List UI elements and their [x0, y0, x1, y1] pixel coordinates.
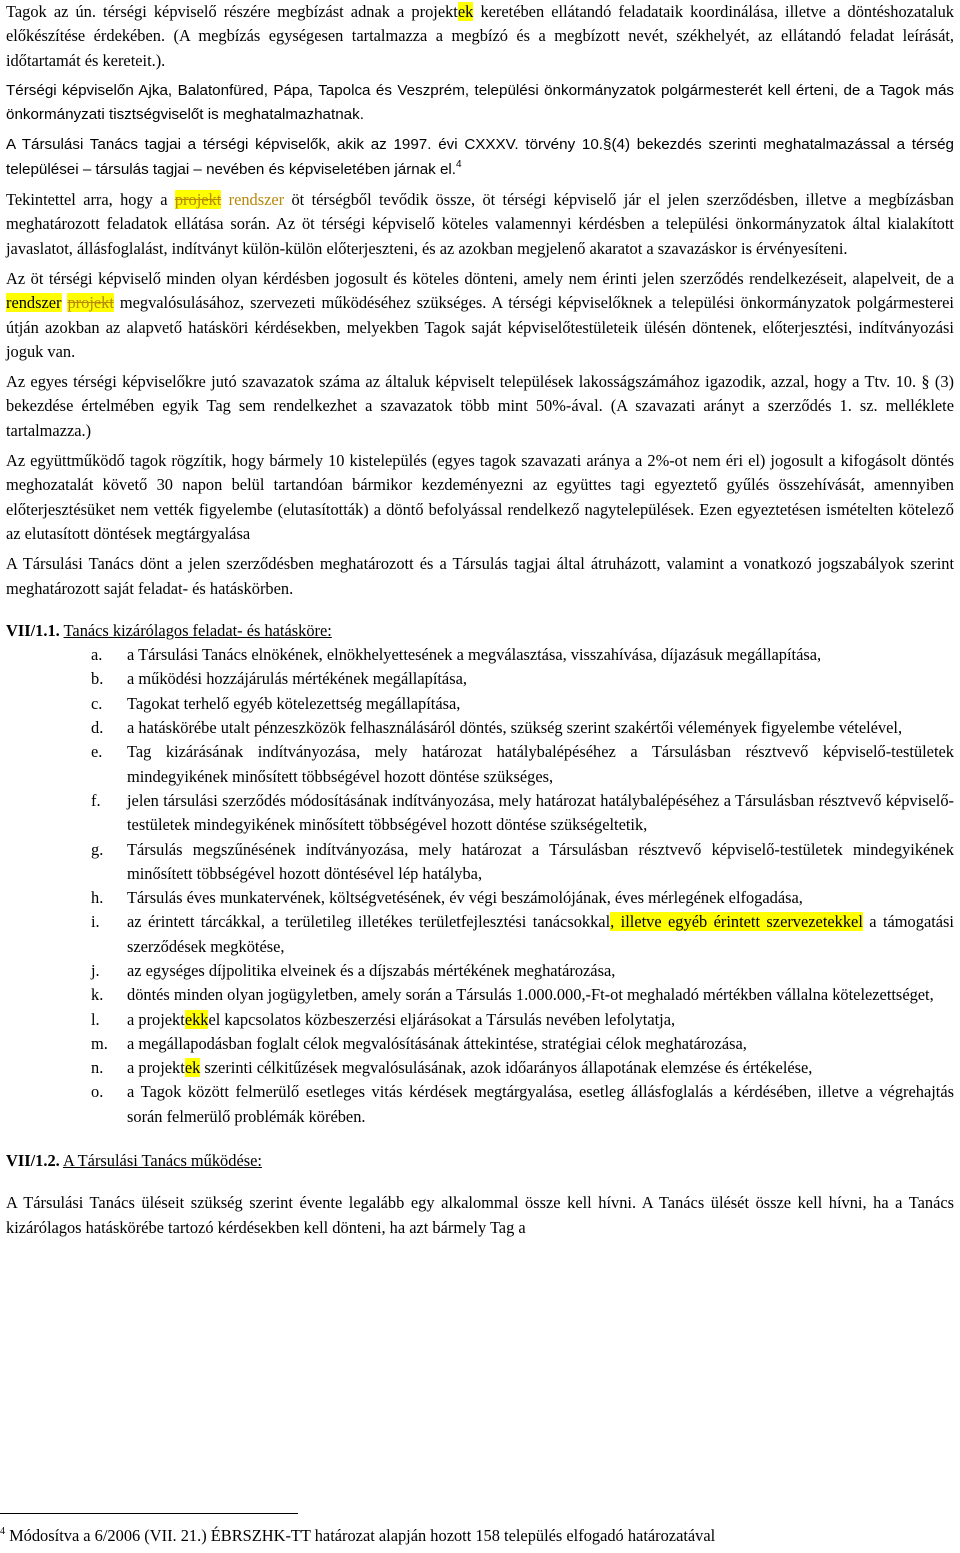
- list-text: a Tagok között felmerülő esetleges vitás kérdések megtárgyalása, esetleg állásfoglalás a kérdésében, illetve a végrehajtás során felmerülő problémák körében.: [127, 1082, 954, 1126]
- paragraph-tersegi-kepviselo: Térségi képviselőn Ajka, Balatonfüred, Pápa, Tapolca és Veszprém, települési önkormányzatok polgármesterét kell érteni, de a Tagok más önkormányzati tisztségviselőt is meghatalmazhatnak.: [6, 81, 954, 124]
- list-letter: j.: [91, 960, 100, 980]
- list-item: [6, 667, 954, 691]
- list-letter: l.: [91, 1009, 100, 1029]
- list-item: [6, 959, 954, 983]
- list-letter: n.: [91, 1058, 104, 1078]
- list-item: [6, 983, 954, 1007]
- inserted-text: rendszer: [221, 190, 285, 210]
- deleted-text: projekt: [67, 293, 114, 313]
- list-text: Tagokat terhelő egyéb kötelezettség megállapítása,: [127, 693, 461, 713]
- list-item: [6, 1080, 954, 1129]
- list-text: az érintett tárcákkal, a területileg illetékes területfejlesztési tanácsokkal, illetve egyéb érintett szervezetekkel a támogatási szerződések megkötése,: [127, 912, 954, 956]
- paragraph-szavazatok: Az egyes térségi képviselőkre jutó szavazatok száma az általuk képviselt települések lakosságszámához igazodik, azzal, hogy a Ttv. 10. § (3) bekezdése értelmében egyik Tag sem rendelkezhet a szavazatok több mint 50%-ával. (A szavazati arányt a szerződés 1. sz. melléklete tartalmazza.): [6, 372, 954, 440]
- list-item: [6, 1056, 954, 1080]
- list-item: [6, 1008, 954, 1032]
- deleted-text: projekt: [174, 190, 222, 210]
- paragraph-tanacs-dont: A Társulási Tanács dönt a jelen szerződésben meghatározott és a Társulás tagjai által átruházott, valamint a vonatkozó jogszabályok szerint meghatározott saját feladat- és hatáskörben.: [6, 554, 954, 598]
- list-item: [6, 1032, 954, 1056]
- list-letter: b.: [91, 669, 104, 689]
- paragraph-ot-terseg: Tekintettel arra, hogy a projekt rendszer öt térségből tevődik össze, öt térségi képviselő jár el jelen szerződésben, illetve a megbízásban meghatározott feladatok ellátása során. Az öt térségi képviselő köteles valamennyi kérdésben a települési önkormányzatok által kialakított javaslatot, állásfoglalást, indítványt külön-külön előterjeszteni, és az azokban megjelenő akaratot a szavazáskor is érvényesíteni.: [6, 190, 955, 258]
- list-item: [6, 716, 954, 740]
- list-text: a hatáskörébe utalt pénzeszközök felhasználásáról döntés, szükség szerint szakértői vélemények figyelembe vételével,: [127, 718, 903, 738]
- list-letter: a.: [91, 645, 103, 665]
- list-text: Társulás megszűnésének indítványozása, mely határozat a Társulásban résztvevő képviselő-testületek mindegyikének minősített többségével hozott döntésével lép hatályba,: [127, 839, 954, 883]
- highlight-mark: ekk: [184, 1009, 209, 1029]
- list-letter: f.: [91, 790, 101, 810]
- paragraph-tanacs-ulesei: A Társulási Tanács üléseit szükség szerint évente legalább egy alkalommal össze kell hívni. A Tanács ülését össze kell hívni, ha a Tanács kizárólagos hatáskörébe tartozó kérdésekben kell dönteni, ha azt bármely Tag a: [6, 1193, 954, 1237]
- paragraph-egyuttmukodo-tagok: Az együttműködő tagok rögzítik, hogy bármely 10 kistelepülés (egyes tagok szavazati aránya a 2%-ot nem éri el) jogosult a kifogásolt döntés meghozatalát követő 30 napon belül tartandóan bármikor kezdeményezni az együttes tagi egyeztető gyűlés összehívását, amennyiben előterjesztésüket nem vették figyelembe (elutasították) a döntő befolyással rendelkező nagytelepülések. Ezen egyeztetésen ismételten kötelező az elutasított döntések megtárgyalása: [6, 451, 954, 543]
- list-item: [6, 838, 954, 887]
- list-text: Tag kizárásának indítványozása, mely határozat hatálybalépéséhez a Társulásban résztvevő képviselő-testületek mindegyikének minősített többségével hozott döntése szükséges,: [127, 742, 954, 786]
- task-list: [6, 643, 954, 1129]
- paragraph-dontesi-jog: Az öt térségi képviselő minden olyan kérdésben jogosult és köteles dönteni, amely nem érinti jelen szerződés rendelkezéseit, alapelveit, de a rendszer projekt megvalósulásához, szervezeti működéséhez szükséges. A térségi képviselőknek a települési önkormányzatok polgármesterei útján azokban az alapvető hatásköri kérdésekben, melyekben Tagok saját képviselőtestületeik ülésén döntenek, előterjesztési, indítványozási joguk van.: [6, 268, 954, 361]
- list-item: [6, 789, 954, 838]
- list-text: a projektek szerinti célkitűzések megvalósulásának, azok időarányos állapotának elemzése és értékelése,: [127, 1058, 813, 1078]
- list-text: az egységes díjpolitika elveinek és a díjszabás mértékének meghatározása,: [127, 960, 616, 980]
- list-letter: k.: [91, 985, 104, 1005]
- list-text: a működési hozzájárulás mértékének megállapítása,: [127, 669, 467, 689]
- list-item: [6, 886, 954, 910]
- list-text: a projektekkel kapcsolatos közbeszerzési eljárásokat a Társulás nevében lefolytatja,: [127, 1009, 676, 1029]
- highlight-mark: , illetve egyéb érintett szervezetekkel: [610, 912, 863, 932]
- list-letter: m.: [91, 1033, 108, 1053]
- section-heading-1: VII/1.1. Tanács kizárólagos feladat- és hatásköre:: [6, 620, 332, 640]
- list-letter: g.: [91, 839, 104, 859]
- footnote-number: 4: [0, 1526, 5, 1537]
- list-item: [6, 910, 954, 959]
- footnote-ref: 4: [456, 158, 462, 170]
- list-item: [6, 692, 954, 716]
- list-letter: o.: [91, 1082, 104, 1102]
- list-text: döntés minden olyan jogügyletben, amely során a Társulás 1.000.000,-Ft-ot meghaladó mértékben vállalna kötelezettséget,: [127, 985, 934, 1005]
- list-item: [6, 740, 954, 789]
- footnote-separator: [0, 1513, 298, 1514]
- list-letter: h.: [91, 888, 104, 908]
- list-text: a Társulási Tanács elnökének, elnökhelyettesének a megválasztása, visszahívása, díjazásuk megállapítása,: [127, 645, 822, 665]
- highlight-mark: ek: [184, 1058, 201, 1078]
- list-text: a megállapodásban foglalt célok megvalósításának áttekintése, stratégiai célok meghatározása,: [127, 1033, 747, 1053]
- list-text: Társulás éves munkatervének, költségvetésének, év végi beszámolójának, éves mérlegének elfogadása,: [127, 888, 803, 908]
- list-letter: c.: [91, 693, 103, 713]
- highlight-mark: ek: [457, 2, 474, 21]
- section-heading-2: VII/1.2. A Társulási Tanács működése:: [6, 1151, 262, 1171]
- list-item: [6, 643, 954, 667]
- list-letter: i.: [91, 912, 100, 932]
- inserted-text: rendszer: [6, 293, 62, 313]
- paragraph-megbizas: Tagok az ún. térségi képviselő részére megbízást adnak a projektek keretében ellátandó feladataik koordinálása, illetve a döntéshozataluk előkészítése érdekében. (A megbízás egységesen tartalmazza a megbízó és a megbízott nevét, székhelyét, az ellátandó feladat leírását, időtartamát és kereteit.).: [6, 2, 955, 70]
- list-text: jelen társulási szerződés módosításának indítványozása, mely határozat hatálybalépéséhez a Társulásban résztvevő képviselő-testületek mindegyikének minősített többségével hozott döntése szükségeltetik,: [127, 790, 954, 835]
- paragraph-tanacs-tagjai: A Társulási Tanács tagjai a térségi képviselők, akik az 1997. évi CXXXV. törvény 10.§(4) bekezdés szerinti meghatalmazással a térség települései – társulás tagjai – nevében és képviseletében járnak el.$^4$: [6, 136, 954, 178]
- list-letter: e.: [91, 742, 103, 762]
- footnote: $^4$ Módosítva a 6/2006 (VII. 21.) ÉBRSZHK-TT határozat alapján hozott 158 település elfogadó határozatával: [0, 1526, 716, 1545]
- list-letter: d.: [91, 718, 104, 738]
